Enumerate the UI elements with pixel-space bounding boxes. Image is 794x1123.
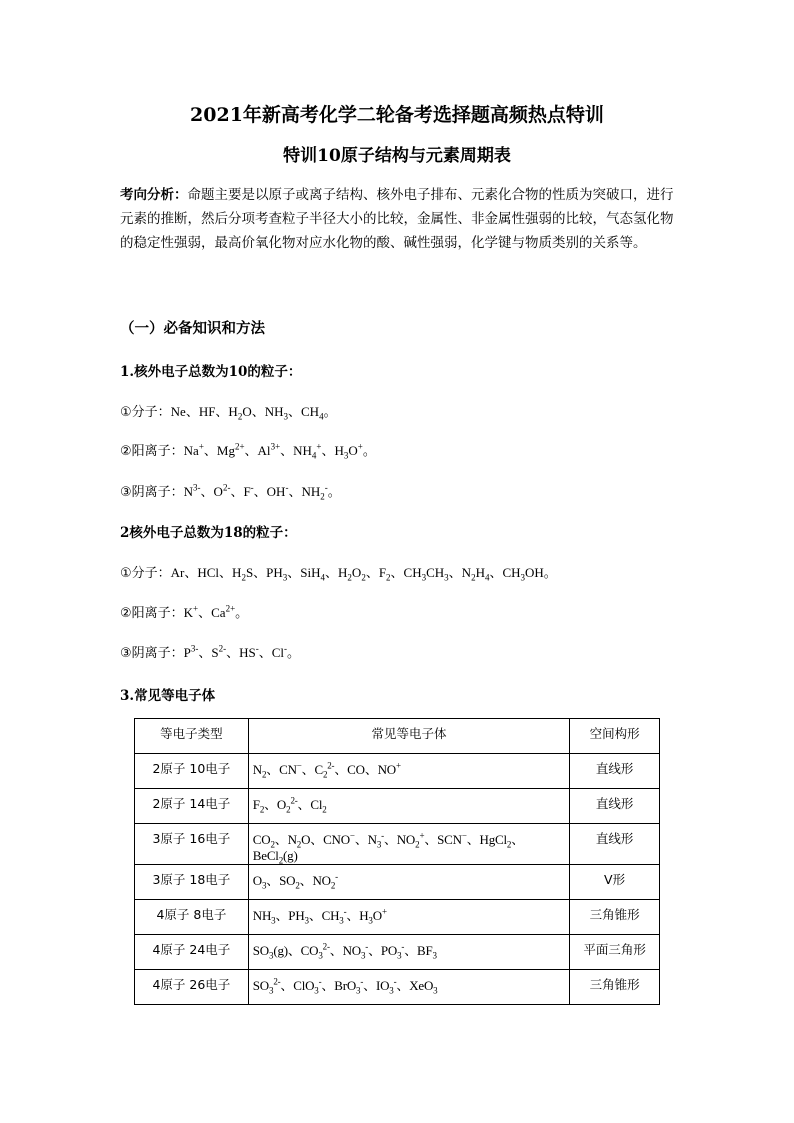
type-cell: 2原子 14电子 [135, 789, 249, 824]
species-cell: $NH_3$、$PH_3$、$CH_3^-$、$H_3O^+$ [248, 900, 569, 935]
eighteen-electron-cations: ②阳离子：K+、$Ca^{2+}$。 [120, 603, 249, 621]
type-cell: 3原子 18电子 [135, 865, 249, 900]
shape-cell: 三角锥形 [570, 900, 660, 935]
heading-isoelectronic: 3.常见等电子体 [120, 688, 216, 704]
shape-cell: 平面三角形 [570, 935, 660, 970]
ten-electron-cations: ②阳离子：Na+、$Mg^{2+}$、$Al^{3+}$、$NH_4^+$、$H_3O^+$。 [120, 441, 376, 461]
species-cell: $CO_2$、$N_2O$、CNO−、$N_3^-$、$NO_2^+$、SCN−、HgCl$_2$、BeCl$_2$(g) [248, 824, 569, 865]
ten-electron-anions: ③阴离子：$N^{3-}$、$O^{2-}$、F-、OH-、$NH_2^-$。 [120, 482, 341, 502]
table-row [135, 754, 660, 789]
ten-electron-molecules: ①分子：Ne、HF、$H_2O$、$NH_3$、$CH_4$。 [120, 404, 337, 422]
analysis-text: 命题主要是以原子或离子结构、核外电子排布、元素化合物的性质为突破口，进行元素的推断，然后分项考查粒子半径大小的比较，金属性、非金属性强弱的比较，气态氢化物的稳定性强弱，最高价氧化物对应水化物的酸、碱性强弱，化学键与物质类别的关系等。 [120, 187, 674, 251]
document-subtitle: 特训10原子结构与元素周期表 [283, 146, 511, 166]
type-cell: 2原子 10电子 [135, 754, 249, 789]
table-row [135, 935, 660, 970]
section-heading: （一）必备知识和方法 [120, 320, 265, 337]
species-cell: $O_3$、$SO_2$、$NO_2^-$ [248, 865, 569, 900]
header-type: 等电子类型 [135, 719, 249, 754]
species-cell: $N_2$、CN−、$C_2^{2-}$、CO、NO+ [248, 754, 569, 789]
heading-10-electron: 1.核外电子总数为10的粒子： [120, 364, 302, 380]
eighteen-electron-molecules: ①分子：Ar、HCl、$H_2S$、$PH_3$、SiH$_4$、$H_2O_2$、$F_2$、$CH_3CH_3$、$N_2H_4$、$CH_3OH$。 [120, 565, 557, 583]
heading-18-electron: 2核外电子总数为18的粒子： [120, 525, 297, 541]
shape-cell: 直线形 [570, 824, 660, 865]
table-row [135, 900, 660, 935]
type-cell: 4原子 8电子 [135, 900, 249, 935]
shape-cell: 直线形 [570, 789, 660, 824]
table-row [135, 824, 660, 865]
eighteen-electron-anions: ③阴离子：$P^{3-}$、$S^{2-}$、HS-、Cl-。 [120, 643, 301, 661]
shape-cell: V形 [570, 865, 660, 900]
type-cell: 4原子 24电子 [135, 935, 249, 970]
species-cell: $F_2$、$O_2^{2-}$、$Cl_2$ [248, 789, 569, 824]
shape-cell: 直线形 [570, 754, 660, 789]
header-species: 常见等电子体 [248, 719, 569, 754]
isoelectronic-table [134, 718, 660, 1005]
table-row [135, 789, 660, 824]
species-cell: $SO_3^{2-}$、ClO$_3$-、BrO$_3$-、$IO_3^-$、XeO$_3$ [248, 970, 569, 1005]
table-header-row [135, 719, 660, 754]
species-cell: $SO_3(g)$、$CO_3^{2-}$、$NO_3^-$、$PO_3^-$、$BF_3$ [248, 935, 569, 970]
shape-cell: 三角锥形 [570, 970, 660, 1005]
table-row [135, 970, 660, 1005]
table-row [135, 865, 660, 900]
type-cell: 3原子 16电子 [135, 824, 249, 865]
document-title: 2021年新高考化学二轮备考选择题高频热点特训 [190, 104, 604, 126]
analysis-label: 考向分析： [120, 187, 188, 203]
header-shape: 空间构形 [570, 719, 660, 754]
type-cell: 4原子 26电子 [135, 970, 249, 1005]
analysis-paragraph [120, 183, 680, 255]
